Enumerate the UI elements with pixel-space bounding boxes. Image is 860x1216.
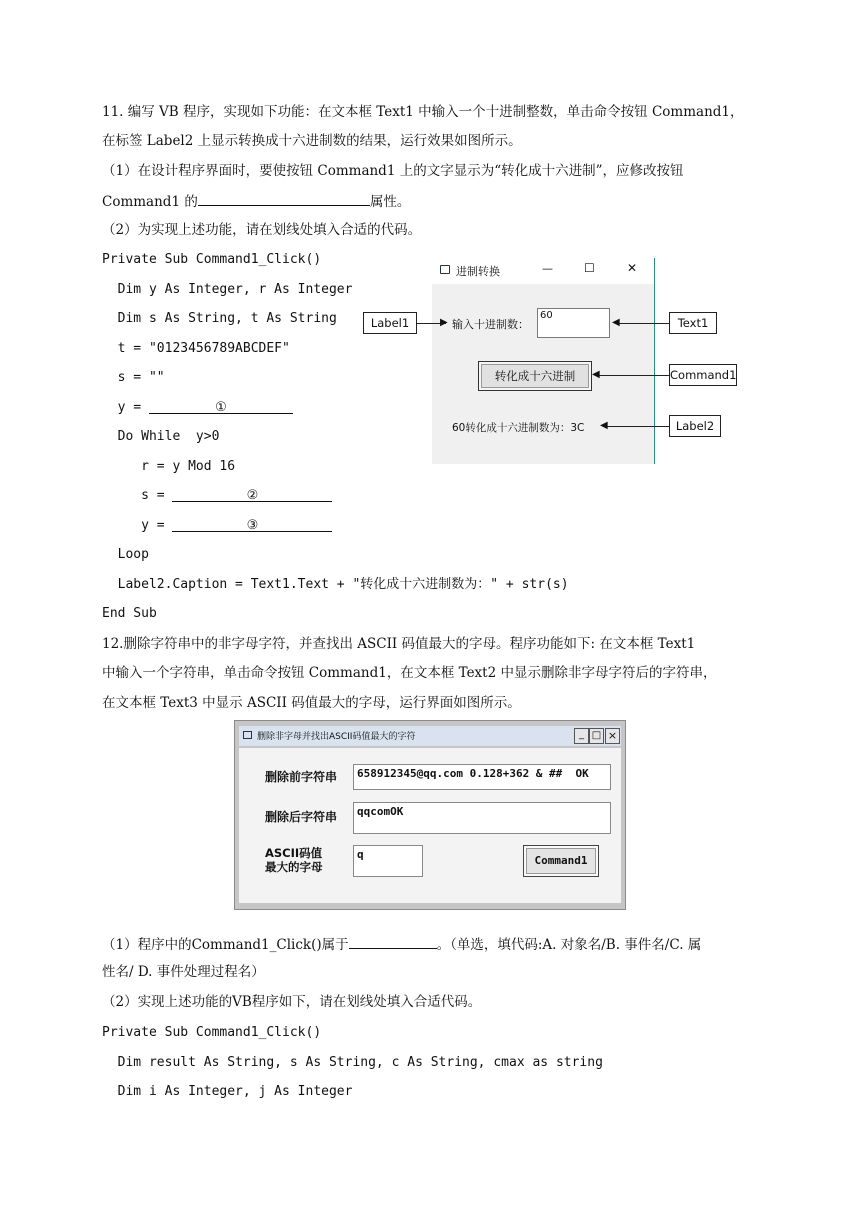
q11-code-line: Label2.Caption = Text1.Text + "转化成十六进制数为：" + str(s)	[102, 577, 569, 592]
q11-code-line: Do While y>0	[102, 429, 220, 444]
window-titlebar	[239, 726, 621, 746]
arrow-head-right-icon: ▶	[440, 317, 448, 328]
q12-paragraph-line2: 中输入一个字符串，单击命令按钮 Command1，在文本框 Text2 中显示删除非字母字符后的字符串，	[102, 665, 717, 681]
app-icon	[440, 265, 450, 274]
close-icon[interactable]: ×	[605, 728, 620, 744]
label-before: 删除前字符串	[265, 770, 338, 784]
q11-code-line: s = ""	[102, 370, 165, 385]
convert-button-label: 转化成十六进制	[494, 369, 576, 383]
arrow-label2	[604, 426, 669, 427]
minimize-icon[interactable]: _	[574, 728, 589, 744]
delete-nonletter-window	[234, 720, 626, 910]
q11-code-line: Dim y As Integer, r As Integer	[102, 282, 353, 297]
arrow-head-left-icon: ◀	[612, 317, 620, 328]
maximize-icon[interactable]: □	[589, 728, 604, 744]
q11-code-text: y =	[102, 518, 173, 533]
q11-code-text: s =	[102, 488, 173, 503]
q11-code-line-blank1	[102, 398, 293, 418]
callout-text1: Text1	[669, 312, 717, 334]
q12-part2-line: （2）实现上述功能的VB程序如下，请在划线处填入合适代码。	[102, 994, 482, 1010]
q11-code-line-blank3	[102, 516, 332, 536]
text1-input[interactable]: 658912345@qq.com 0.128+362 & ## OK	[353, 764, 611, 790]
q11-code-line: End Sub	[102, 606, 157, 621]
q11-code-line: Dim s As String, t As String	[102, 311, 337, 326]
q12-part1-line1	[102, 933, 701, 955]
callout-label1: Label1	[363, 312, 417, 334]
q11-paragraph-line2: 在标签 Label2 上显示转换成十六进制数的结果，运行效果如图所示。	[102, 133, 522, 149]
text2-input[interactable]: qqcomOK	[353, 802, 611, 834]
label-after: 删除后字符串	[265, 810, 338, 824]
q11-paragraph-line1: 11. 编写 VB 程序，实现如下功能：在文本框 Text1 中输入一个十进制整数，单击命令按钮 Command1，	[102, 104, 744, 120]
text1-value: 60	[540, 310, 553, 321]
q12-code-line: Dim i As Integer, j As Integer	[102, 1084, 353, 1099]
arrow-command1	[596, 375, 669, 376]
q11-part1-line2	[102, 190, 410, 212]
q12-code-line: Dim result As String, s As String, c As String, cmax as string	[102, 1055, 603, 1070]
minimize-icon[interactable]: —	[542, 262, 553, 275]
code-blank-3[interactable]: ③	[172, 516, 332, 532]
window-title: 进制转换	[456, 265, 500, 278]
q11-part1-suffix: 属性。	[369, 194, 411, 210]
arrow-text1	[616, 323, 669, 324]
window-body	[239, 748, 621, 903]
q12-part1-line2: 性名/ D. 事件处理过程名）	[102, 964, 265, 980]
hex-convert-window	[432, 258, 655, 464]
q12-paragraph-line1: 12.删除字符串中的非字母字符，并查找出 ASCII 码值最大的字母。程序功能如下: 在文本框 Text1	[102, 636, 696, 652]
callout-label2: Label2	[669, 415, 721, 437]
q11-part2-line: （2）为实现上述功能，请在划线处填入合适的代码。	[102, 222, 422, 238]
text3-input[interactable]: q	[353, 845, 423, 877]
close-icon[interactable]: ✕	[627, 261, 638, 275]
window-titlebar	[432, 258, 654, 284]
q12-part1-prefix: （1）程序中的Command1_Click()属于	[102, 937, 349, 953]
window-title: 删除非字母并找出ASCII码值最大的字符	[257, 732, 416, 742]
input-label: 输入十进制数：	[452, 318, 529, 331]
arrow-head-left-icon: ◀	[592, 369, 600, 380]
command1-button[interactable]	[523, 845, 599, 877]
q11-code-line-blank2	[102, 486, 332, 506]
arrow-head-left-icon: ◀	[600, 420, 608, 431]
q11-code-line: r = y Mod 16	[102, 459, 236, 474]
result-label: 60转化成十六进制数为：3C	[452, 422, 585, 434]
convert-button[interactable]	[478, 361, 592, 391]
command1-button-label: Command1	[534, 854, 588, 867]
q12-part1-suffix: 。（单选，填代码:A. 对象名/B. 事件名/C. 属	[436, 937, 702, 953]
q11-code-line: Loop	[102, 547, 149, 562]
maximize-icon[interactable]: ☐	[584, 261, 595, 275]
code-blank-1[interactable]: ①	[149, 398, 293, 414]
q11-code-line: Private Sub Command1_Click()	[102, 252, 322, 267]
callout-command1: Command1	[669, 364, 737, 386]
label-max-line2: 最大的字母	[265, 860, 323, 874]
q11-part1-prefix: Command1 的	[102, 194, 198, 210]
app-icon	[243, 731, 252, 739]
q12-paragraph-line3: 在文本框 Text3 中显示 ASCII 码值最大的字母，运行界面如图所示。	[102, 695, 521, 711]
label-max-line1: ASCII码值	[265, 846, 323, 860]
text1-input[interactable]	[537, 308, 610, 338]
q12-answer-blank[interactable]	[349, 933, 437, 949]
code-blank-2[interactable]: ②	[172, 486, 332, 502]
q11-code-text: y =	[102, 400, 149, 415]
q12-code-line: Private Sub Command1_Click()	[102, 1025, 322, 1040]
q11-code-line: t = "0123456789ABCDEF"	[102, 341, 290, 356]
q11-part1-line1: （1）在设计程序界面时，要使按钮 Command1 上的文字显示为“转化成十六进制”，应修改按钮	[102, 163, 684, 179]
q11-property-blank[interactable]	[198, 190, 370, 206]
